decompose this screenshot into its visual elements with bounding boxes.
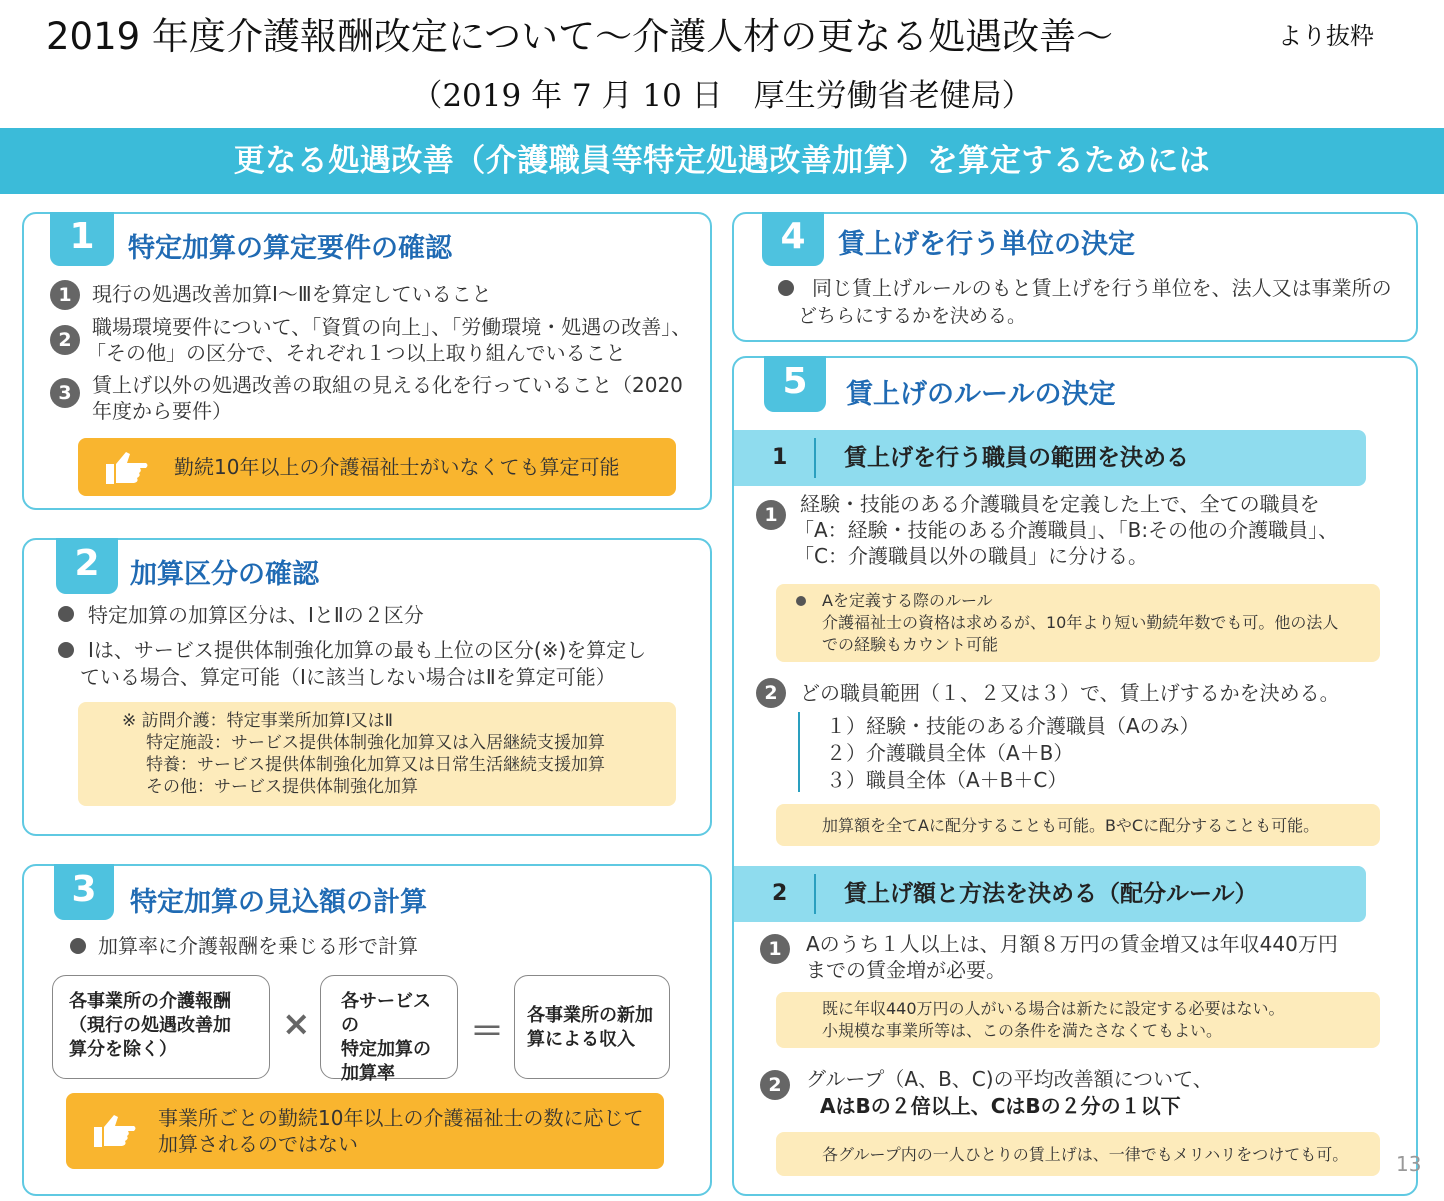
section-1-number: 1	[50, 212, 114, 266]
s2-bullet-2-line-2: ている場合、算定可能（Ⅰに該当しない場合はⅡを算定可能）	[80, 665, 616, 689]
s5-b1-item-2-number: 2	[756, 678, 786, 708]
s5-b2-note-1-box	[776, 992, 1380, 1048]
equals-operator: ＝	[470, 1012, 504, 1052]
s4-bullet-dot	[778, 280, 794, 296]
s5-b1-item-1-line-1: 経験・技能のある介護職員を定義した上で、全ての職員を	[800, 492, 1320, 516]
section-3-title: 特定加算の見込額の計算	[130, 887, 427, 918]
section-1-title: 特定加算の算定要件の確認	[128, 233, 452, 264]
s5-subsection-2-bar	[734, 866, 1366, 922]
s5-b2-item-1-line-1: Aのうち１人以上は、月額８万円の賃金増又は年収440万円	[806, 932, 1338, 956]
s1-item-2-line-1: 職場環境要件について、「資質の向上」、「労働環境・処遇の改善」、	[92, 315, 692, 339]
s5-b1-item-1-line-2: 「A：経験・技能のある介護職員」、「B:その他の介護職員」、	[794, 518, 1339, 542]
s5-b1-option-2: ２）介護職員全体（A＋B）	[826, 741, 1074, 765]
s5-b1-note-2-box	[776, 804, 1380, 846]
calc-box-remuneration	[52, 975, 270, 1079]
s5-subsection-1-bar	[734, 430, 1366, 486]
calc-box-2-line-1: 各サービスの	[341, 991, 431, 1036]
s1-item-2-line-2: 「その他」の区分で、それぞれ１つ以上取り組んでいること	[86, 341, 626, 365]
s1-callout-text: 勤続10年以上の介護福祉士がいなくても算定可能	[174, 455, 620, 479]
calc-box-3-line-1: 各事業所の新加	[527, 1005, 653, 1026]
s1-item-2-number: 2	[50, 325, 80, 355]
s5-b1-item-2-text: どの職員範囲（１、２又は３）で、賃上げするかを決める。	[800, 681, 1340, 705]
s5-b1-item-1-line-3: 「C：介護職員以外の職員」に分ける。	[794, 544, 1148, 568]
calc-box-rate	[320, 975, 458, 1084]
calc-box-2-line-3: 加算率	[341, 1063, 395, 1084]
s3-bullet: 加算率に介護報酬を乗じる形で計算	[98, 934, 418, 958]
s2-bullet-1: 特定加算の加算区分は、ⅠとⅡの２区分	[88, 603, 424, 627]
s1-item-3-line-2: 年度から要件）	[92, 399, 232, 423]
s5-b2-item-2-number: 2	[760, 1070, 790, 1100]
s4-line-1: 同じ賃上げルールのもと賃上げを行う単位を、法人又は事業所の	[812, 276, 1392, 300]
s5-b1-note-1-box	[776, 584, 1380, 662]
calc-box-income	[514, 975, 670, 1079]
section-3-number: 3	[54, 864, 114, 920]
banner-heading: 更なる処遇改善（介護職員等特定処遇改善加算）を算定するためには	[0, 128, 1444, 194]
s5-b1-note-1-dot	[796, 596, 806, 606]
thumbs-up-hand-icon	[92, 1111, 138, 1149]
s5-b2-note-1-line-1: 既に年収440万円の人がいる場合は新たに設定する必要はない。	[822, 999, 1285, 1018]
s1-item-3-line-1: 賃上げ以外の処遇改善の取組の見える化を行っていること（2020	[92, 373, 683, 397]
s5-subsection-2-separator	[814, 874, 816, 914]
s1-item-1-text: 現行の処遇改善加算Ⅰ～Ⅲを算定していること	[92, 282, 492, 306]
s5-subsection-1-title: 賃上げを行う職員の範囲を決める	[844, 445, 1189, 471]
calc-box-2-line-2: 特定加算の	[341, 1039, 431, 1060]
calc-box-1-line-2: （現行の処遇改善加	[69, 1015, 231, 1036]
s5-b1-note-1-line-1: Aを定義する際のルール	[822, 591, 993, 610]
title-note: より抜粋	[1278, 22, 1374, 50]
s3-callout	[66, 1093, 664, 1169]
s1-callout	[78, 438, 676, 496]
calc-box-1-line-1: 各事業所の介護報酬	[69, 991, 231, 1012]
s5-b1-note-1-line-2: 介護福祉士の資格は求めるが、10年より短い勤続年数でも可。他の法人	[822, 613, 1339, 632]
document-subtitle: （2019 年 7 月 10 日 厚生労働省老健局）	[411, 78, 1033, 114]
s5-b2-item-1-number: 1	[760, 934, 790, 964]
calc-box-1-line-3: 算分を除く）	[69, 1039, 177, 1060]
thumbs-up-hand-icon	[104, 448, 150, 486]
s5-subsection-2-number: 2	[772, 881, 788, 906]
multiply-operator: ×	[282, 1004, 311, 1044]
section-4-title: 賃上げを行う単位の決定	[838, 229, 1135, 260]
s1-item-3-number: 3	[50, 378, 80, 408]
s5-b1-option-3: ３）職員全体（A＋B＋C）	[826, 768, 1068, 792]
s5-b1-options-rule	[798, 712, 800, 792]
s3-callout-line-1: 事業所ごとの勤続10年以上の介護福祉士の数に応じて	[158, 1106, 644, 1130]
section-2-number: 2	[56, 538, 118, 594]
s2-note-4: その他：サービス提供体制強化加算	[146, 777, 418, 797]
s3-bullet-dot	[70, 938, 86, 954]
calc-box-3-line-2: 算による収入	[527, 1029, 635, 1050]
s2-bullet-2-dot	[58, 642, 74, 658]
s5-b2-item-2-line-1: グループ（A、B、C)の平均改善額について、	[806, 1067, 1213, 1091]
s2-note-3: 特養：サービス提供体制強化加算又は日常生活継続支援加算	[146, 755, 605, 775]
s3-callout-line-2: 加算されるのではない	[158, 1132, 358, 1156]
page-number: 13	[1396, 1152, 1422, 1176]
s2-note-1: ※ 訪問介護：特定事業所加算Ⅰ又はⅡ	[122, 711, 394, 731]
s5-b1-note-1-line-3: での経験もカウント可能	[822, 635, 999, 654]
s2-note-2: 特定施設：サービス提供体制強化加算又は入居継続支援加算	[146, 733, 605, 753]
section-5-title: 賃上げのルールの決定	[846, 379, 1116, 410]
s5-subsection-1-number: 1	[772, 445, 788, 470]
s5-subsection-2-title: 賃上げ額と方法を決める（配分ルール）	[844, 881, 1258, 907]
section-2-title: 加算区分の確認	[130, 559, 319, 590]
section-4-number: 4	[762, 212, 824, 266]
s5-b1-note-2-text: 加算額を全てAに配分することも可能。BやCに配分することも可能。	[822, 816, 1320, 835]
s2-note-box	[78, 702, 676, 806]
section-5-number: 5	[764, 356, 826, 412]
s5-b2-item-1-line-2: までの賃金増が必要。	[806, 958, 1006, 982]
title-text: 2019 年度介護報酬改定について〜介護人材の更なる処遇改善〜	[46, 15, 1114, 58]
s5-b2-note-2-text: 各グループ内の一人ひとりの賃上げは、一律でもメリハリをつけても可。	[822, 1145, 1349, 1164]
s5-b2-note-2-box	[776, 1132, 1380, 1176]
s5-b1-option-1: １）経験・技能のある介護職員（Aのみ）	[826, 714, 1200, 738]
s4-line-2: どちらにするかを決める。	[798, 305, 1027, 327]
s5-b1-item-1-number: 1	[756, 500, 786, 530]
s2-bullet-2-line-1: Ⅰは、サービス提供体制強化加算の最も上位の区分(※)を算定し	[88, 638, 647, 662]
s5-b2-note-1-line-2: 小規模な事業所等は、この条件を満たさなくてもよい。	[822, 1021, 1223, 1040]
s1-item-1-number: 1	[50, 280, 80, 310]
s2-bullet-1-dot	[58, 606, 74, 622]
s5-b2-item-2-line-2: AはBの２倍以上、CはBの２分の１以下	[820, 1094, 1181, 1118]
s5-subsection-1-separator	[814, 438, 816, 478]
